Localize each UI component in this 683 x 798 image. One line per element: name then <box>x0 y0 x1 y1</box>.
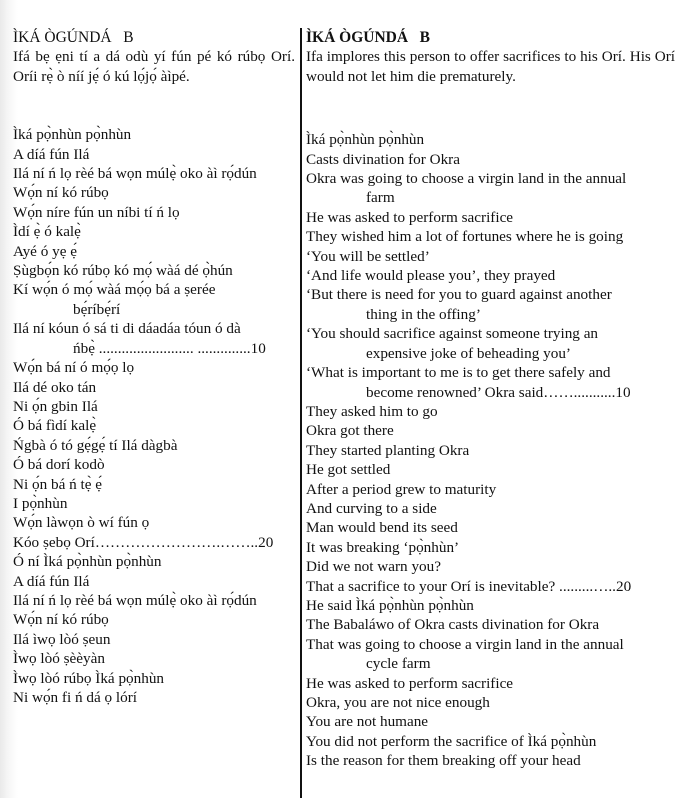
verse-line-text: And curving to a side <box>306 499 437 517</box>
verse-line-text: I pọ̀nhùn <box>13 494 68 512</box>
verse-line-text: He was asked to perform sacrifice <box>306 674 514 692</box>
verse-line-text: Ńgbà ó tó gẹ́gẹ́ tí Ilá dàgbà <box>13 436 178 454</box>
verse-line <box>306 421 675 440</box>
verse-line <box>13 513 295 532</box>
verse-line-text: ‘But there is need for you to guard against another <box>306 286 612 304</box>
verse-line-text: Kóo ṣebọ Orí…………………….……..20 <box>13 533 274 551</box>
verse-line-text: Kí wọ́n ó mọ́ wàá mọ́ọ bá a ṣerée <box>13 281 216 299</box>
verse-line-text: Wọ́n níre fún un níbi tí ń lọ <box>13 203 180 221</box>
verse-line-continuation: become renowned’ Okra said……...........10 <box>366 383 631 401</box>
verse-line <box>13 416 295 435</box>
verse-line <box>13 280 295 319</box>
verse-line <box>13 203 295 222</box>
verse-line <box>306 518 675 537</box>
verse-line <box>13 397 295 416</box>
verse-line-text: Ìwọ lòó ṣèèyàn <box>13 650 105 668</box>
verse-line-text: Ìká pọ̀nhùn pọ̀nhùn <box>306 131 425 149</box>
verse-line <box>13 649 295 668</box>
verse-line-text: Ilá dé oko tán <box>13 378 97 396</box>
verse-line-text: They started planting Okra <box>306 441 470 459</box>
verse-line <box>13 183 295 202</box>
verse-line-continuation: cycle farm <box>366 655 431 673</box>
verse-line-text: Wọ́n ní kó rúbọ <box>13 184 109 202</box>
yoruba-verse <box>13 125 295 707</box>
verse-line <box>306 557 675 576</box>
verse-line <box>13 319 295 358</box>
column-divider <box>300 28 302 798</box>
verse-line-text: You are not humane <box>306 713 429 731</box>
verse-line <box>13 436 295 455</box>
verse-line <box>13 358 295 377</box>
verse-line-text: They wished him a lot of fortunes where he is going <box>306 228 624 246</box>
english-title: ÌKÁ ÒGÚNDÁ B <box>306 29 431 46</box>
spacer <box>306 86 675 130</box>
verse-line-text: Man would bend its seed <box>306 519 458 537</box>
verse-line-continuation: thing in the offing’ <box>366 305 481 323</box>
verse-line <box>13 552 295 571</box>
verse-line <box>13 378 295 397</box>
verse-line-text: Casts divination for Okra <box>306 150 460 168</box>
verse-line-text: Is the reason for them breaking off your head <box>306 752 581 770</box>
verse-line-text: ‘And life would please you’, they prayed <box>306 267 556 285</box>
verse-line <box>13 669 295 688</box>
verse-line <box>13 242 295 261</box>
verse-line-text: A díá fún Ilá <box>13 572 90 590</box>
verse-line <box>306 674 675 693</box>
verse-line-text: That a sacrifice to your Orí is inevitable? .........…..20 <box>306 577 632 595</box>
verse-line-text: A díá fún Ilá <box>13 145 90 163</box>
verse-line-text: Ayé ó yẹ ẹ́ <box>13 242 77 260</box>
verse-line-text: Ni ọ́n bá ń tẹ̀ ẹ́ <box>13 475 102 493</box>
verse-line-text: Okra, you are not nice enough <box>306 694 490 711</box>
verse-line-text: Ìwọ lòó rúbọ Ìká pọ̀nhùn <box>13 669 165 687</box>
verse-line <box>13 591 295 610</box>
verse-line-text: Wọ́n ní kó rúbọ <box>13 611 109 629</box>
verse-line <box>306 693 675 712</box>
verse-line-text: Okra was going to choose a virgin land in the annual <box>306 170 627 188</box>
verse-line-continuation: bẹ́ríbẹ́rí <box>73 300 121 318</box>
verse-line <box>306 596 675 615</box>
verse-line <box>13 164 295 183</box>
verse-line <box>13 494 295 513</box>
verse-line <box>13 125 295 144</box>
yoruba-column <box>13 28 295 707</box>
verse-line <box>13 475 295 494</box>
verse-line-text: He got settled <box>306 461 391 479</box>
verse-line-continuation: ńbẹ̀ ......................... ..............10 <box>73 339 266 357</box>
verse-line-text: They asked him to go <box>306 402 438 420</box>
verse-line-text: That was going to choose a virgin land in the annual <box>306 635 624 653</box>
english-intro: Ifa implores this person to offer sacrifices to his Orí. His Orí would not let him die prematurely. <box>306 48 675 85</box>
verse-line-text: Wọ́n bá ní ó mọ́ọ lọ <box>13 359 135 377</box>
verse-line <box>13 610 295 629</box>
verse-line <box>13 145 295 164</box>
verse-line-text: Ó bá dorí kodò <box>13 456 105 474</box>
verse-line-text: ‘You should sacrifice against someone trying an <box>306 325 599 343</box>
verse-line-text: He said Ìká pọ̀nhùn pọ̀nhùn <box>306 596 474 614</box>
verse-line <box>306 169 675 208</box>
verse-line-text: ‘You will be settled’ <box>306 247 430 265</box>
verse-line-continuation: expensive joke of beheading you’ <box>366 344 571 362</box>
verse-line <box>306 732 675 751</box>
verse-line <box>306 150 675 169</box>
verse-line <box>306 712 675 731</box>
verse-line <box>306 615 675 634</box>
verse-line <box>13 630 295 649</box>
yoruba-intro: Ifá bẹ ẹni tí a dá odù yí fún pé kó rúbọ Orí. Oríi rẹ̀ ò níí jẹ́ ó kú lọ́jọ́ àìpé. <box>13 48 295 85</box>
verse-line <box>306 208 675 227</box>
verse-line-text: Ni ọ́n gbin Ilá <box>13 397 98 415</box>
verse-line-text: After a period grew to maturity <box>306 480 497 498</box>
verse-line-text: Ó bá fìdí kalẹ̀ <box>13 417 97 435</box>
verse-line-text: Ilá ní kóun ó sá ti di dáadáa tóun ó dà <box>13 320 241 338</box>
verse-line <box>306 227 675 246</box>
verse-line <box>306 247 675 266</box>
spacer <box>13 86 295 125</box>
verse-line-text: The Babaláwo of Okra casts divination for Okra <box>306 616 600 634</box>
verse-line-text: Ṣùgbọ́n kó rúbọ kó mọ́ wàá dé ọ̀hún <box>13 262 233 280</box>
verse-line <box>306 266 675 285</box>
verse-line-text: Ni wọ́n fi ń dá ọ lórí <box>13 689 138 706</box>
verse-line <box>13 688 295 707</box>
verse-line-text: Wọ́n làwọn ò wí fún ọ <box>13 514 150 532</box>
verse-line <box>13 572 295 591</box>
verse-line-text: Ó ní Ìká pọ̀nhùn pọ̀nhùn <box>13 553 162 571</box>
verse-line <box>306 285 675 324</box>
verse-line-text: It was breaking ‘pọ̀nhùn’ <box>306 538 460 556</box>
verse-line <box>306 324 675 363</box>
verse-line <box>13 222 295 241</box>
english-verse <box>306 130 675 770</box>
verse-line <box>306 460 675 479</box>
verse-line <box>13 261 295 280</box>
verse-line <box>306 538 675 557</box>
verse-line-text: Ilá ìwọ lòó ṣeun <box>13 630 111 648</box>
verse-line-text: Ilá ní ń lọ rèé bá wọn múlẹ̀ oko àì rọ́dún <box>13 591 257 609</box>
verse-line <box>306 130 675 149</box>
verse-line-text: Did we not warn you? <box>306 558 441 576</box>
yoruba-title: ÌKÁ ÒGÚNDÁ B <box>13 29 134 46</box>
verse-line <box>306 441 675 460</box>
verse-line <box>306 751 675 770</box>
verse-line <box>306 499 675 518</box>
verse-line <box>306 577 675 596</box>
verse-line-text: Ìká pọ̀nhùn pọ̀nhùn <box>13 126 132 144</box>
english-column <box>306 28 675 771</box>
verse-line <box>306 402 675 421</box>
verse-line-text: ‘What is important to me is to get there safely and <box>306 364 611 382</box>
verse-line <box>306 635 675 674</box>
verse-line-text: Ilá ní ń lọ rèé bá wọn múlẹ̀ oko àì rọ́dún <box>13 165 257 183</box>
verse-line <box>13 455 295 474</box>
verse-line-text: Ìdí ẹ̀ ó kalẹ̀ <box>13 223 81 241</box>
verse-line-text: You did not perform the sacrifice of Ìká pọ̀nhùn <box>306 732 597 750</box>
verse-line-continuation: farm <box>366 189 395 207</box>
verse-line <box>13 533 295 552</box>
verse-line-text: He was asked to perform sacrifice <box>306 208 514 226</box>
verse-line <box>306 363 675 402</box>
verse-line <box>306 480 675 499</box>
verse-line-text: Okra got there <box>306 422 394 440</box>
